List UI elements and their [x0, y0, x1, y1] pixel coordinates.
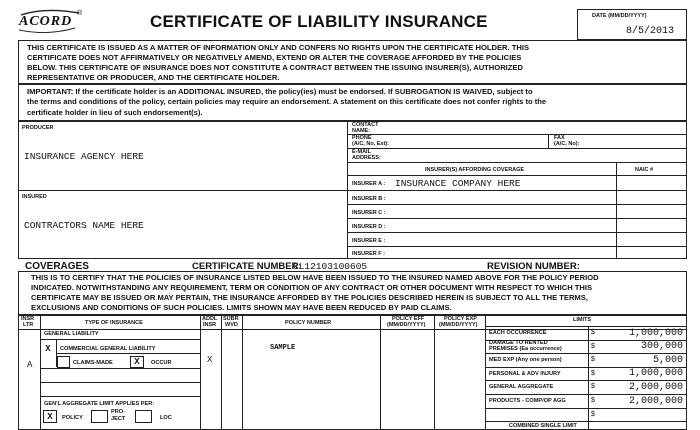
project-label-2: JECT — [111, 416, 126, 422]
limit-label: MED EXP (Any one person) — [489, 357, 562, 364]
limit-value: 300,000 — [640, 341, 683, 353]
limit-currency: $ — [591, 329, 595, 336]
phone-label: PHONE — [352, 135, 372, 141]
limit-value: 5,000 — [652, 354, 683, 366]
addl-insr-mark: X — [207, 355, 213, 365]
col-policy-eff-2: (MM/DD/YYYY) — [387, 322, 426, 328]
policy-checkbox[interactable]: X — [47, 412, 53, 422]
contact-name-label-2: NAME: — [352, 128, 371, 134]
limit-currency: $ — [591, 356, 595, 364]
notice-line-1: THIS CERTIFICATE IS ISSUED AS A MATTER OF INFORMATION ONLY AND CONFERS NO RIGHTS UPON THE CERTIFICATE HOLDER. THIS — [27, 43, 530, 52]
col-addl-2: INSR — [203, 322, 217, 328]
col-policy-eff: POLICY EFF — [392, 316, 425, 322]
limit-value: 1,000,000 — [628, 327, 683, 339]
important-line-2: the terms and conditions of the policy, certain policies may require an endorsement. A statement on this certificate does not confer rights to the — [27, 97, 547, 106]
date-value: 8/5/2013 — [626, 26, 675, 37]
col-addl: ADDL — [202, 316, 218, 322]
project-label-1: PRO- — [111, 409, 125, 415]
insurer-letter: A — [27, 360, 33, 370]
coverages-text-3: CERTIFICATE MAY BE ISSUED OR MAY PERTAIN, THE INSURANCE AFFORDED BY THE POLICIES DESCRIBED HEREIN IS SUBJECT TO ALL THE TERMS, — [31, 293, 588, 302]
insured-value: CONTRACTORS NAME HERE — [24, 220, 144, 231]
phone-sub-label: (A/C, No, Ext): — [352, 141, 389, 147]
producer-value: INSURANCE AGENCY HERE — [24, 151, 144, 162]
col-subr-2: WVD — [225, 322, 238, 328]
naic-label: NAIC # — [635, 167, 654, 173]
notice-line-3: BELOW. THIS CERTIFICATE OF INSURANCE DOES NOT CONSTITUTE A CONTRACT BETWEEN THE ISSUING INSURER(S), AUTHORIZED — [27, 63, 523, 72]
limit-currency: $ — [591, 342, 595, 350]
col-policy-exp: POLICY EXP — [444, 316, 477, 322]
claims-made-label: CLAIMS-MADE — [73, 360, 113, 366]
limit-label: EACH OCCURRENCE — [489, 330, 547, 336]
fax-sub-label: (A/C, No): — [554, 141, 580, 147]
coverages-text-1: THIS IS TO CERTIFY THAT THE POLICIES OF INSURANCE LISTED BELOW HAVE BEEN ISSUED TO THE INSURED NAMED ABOVE FOR THE POLICY PERIOD — [31, 273, 599, 282]
occur-checkbox[interactable]: X — [134, 357, 140, 367]
insurers-header: INSURER(S) AFFORDING COVERAGE — [425, 167, 525, 173]
notice-box — [18, 40, 687, 84]
notice-line-2: CERTIFICATE DOES NOT AFFIRMATIVELY OR NEGATIVELY AMEND, EXTEND OR ALTER THE COVERAGE AFFORDED BY THE POLICIES — [27, 53, 522, 62]
policy-label: POLICY — [62, 415, 83, 421]
insurer-c-label: INSURER C : — [352, 210, 386, 216]
loc-checkbox[interactable] — [135, 410, 152, 423]
occur-label: OCCUR — [151, 360, 172, 366]
important-box — [18, 84, 687, 121]
coverages-text-2: INDICATED. NOTWITHSTANDING ANY REQUIREMENT, TERM OR CONDITION OF ANY CONTRACT OR OTHER DOCUMENT WITH RESPECT TO WHICH THIS — [31, 283, 593, 292]
claims-made-checkbox[interactable] — [57, 356, 70, 368]
email-sub-label: ADDRESS: — [352, 155, 381, 161]
col-policy-exp-2: (MM/DD/YYYY) — [439, 322, 478, 328]
insurer-d-label: INSURER D : — [352, 224, 386, 230]
limit-label: GENERAL AGGREGATE — [489, 384, 554, 391]
coverages-text-box — [18, 271, 687, 315]
col-policy-number: POLICY NUMBER — [285, 320, 332, 326]
limit-currency: $ — [591, 397, 595, 404]
acord-logo-text: ACORD — [19, 14, 73, 29]
certificate-number-label: CERTIFICATE NUMBER: — [192, 261, 302, 272]
limit-label: DAMAGE TO RENTED — [489, 340, 548, 347]
producer-label: PRODUCER — [22, 125, 54, 131]
form-title: CERTIFICATE OF LIABILITY INSURANCE — [150, 12, 488, 31]
cgl-label: COMMERCIAL GENERAL LIABILITY — [60, 346, 156, 352]
notice-line-4: REPRESENTATIVE OR PRODUCER, AND THE CERTIFICATE HOLDER. — [27, 73, 280, 82]
col-insr: INSR — [21, 316, 35, 322]
general-liability-label: GENERAL LIABILITY — [44, 331, 99, 337]
email-label: E-MAIL — [352, 149, 371, 155]
limit-label-line-2: PREMISES (Ea occurrence) — [489, 346, 562, 353]
revision-number-label: REVISION NUMBER: — [487, 261, 580, 272]
limit-label: PERSONAL & ADV INJURY — [489, 370, 561, 377]
limit-currency: $ — [591, 369, 595, 377]
contact-name-label: CONTACT — [352, 122, 379, 128]
loc-label: LOC — [160, 415, 172, 421]
insurer-b-label: INSURER B : — [352, 196, 386, 202]
date-label: DATE (MM/DD/YYYY) — [592, 13, 647, 19]
important-line-1: IMPORTANT: If the certificate holder is an ADDITIONAL INSURED, the policy(ies) must be endorsed. If SUBROGATION IS WAIVED, subject to — [27, 87, 533, 96]
insured-label: INSURED — [22, 194, 47, 200]
registered-mark: ® — [77, 10, 83, 17]
insurer-a-value: INSURANCE COMPANY HERE — [395, 178, 521, 189]
genl-aggregate-label: GEN'L AGGREGATE LIMIT APPLIES PER: — [44, 401, 155, 407]
date-box — [577, 9, 687, 40]
coverages-title: COVERAGES — [25, 261, 89, 272]
combined-single-limit-label: COMBINED SINGLE LIMIT — [509, 423, 577, 429]
limit-label: PRODUCTS - COMP/OP AGG — [489, 398, 566, 404]
acord-logo — [15, 9, 87, 33]
policy-number-value: SAMPLE — [270, 344, 296, 352]
col-type: TYPE OF INSURANCE — [85, 320, 143, 326]
fax-label: FAX — [554, 135, 565, 141]
limit-currency: $ — [591, 383, 595, 391]
coverages-text-4: EXCLUSIONS AND CONDITIONS OF SUCH POLICIES. LIMITS SHOWN MAY HAVE BEEN REDUCED BY PAID CLAIMS. — [31, 303, 452, 312]
limit-value: 1,000,000 — [628, 368, 683, 380]
limit-value: 2,000,000 — [628, 381, 683, 393]
important-line-3: certificate holder in lieu of such endorsement(s). — [27, 108, 203, 117]
insurer-a-label: INSURER A : — [352, 181, 386, 187]
col-subr: SUBR — [223, 316, 239, 322]
insurer-e-label: INSURER E : — [352, 238, 386, 244]
insurer-f-label: INSURER F : — [352, 251, 385, 257]
project-checkbox[interactable] — [91, 410, 108, 423]
col-ltr: LTR — [23, 322, 34, 328]
certificate-number-value: CL12103100605 — [293, 261, 368, 272]
cgl-checkbox[interactable]: X — [45, 344, 51, 354]
limit-value: 2,000,000 — [628, 395, 683, 407]
col-limits: LIMITS — [573, 317, 592, 323]
limit-currency: $ — [591, 410, 595, 418]
